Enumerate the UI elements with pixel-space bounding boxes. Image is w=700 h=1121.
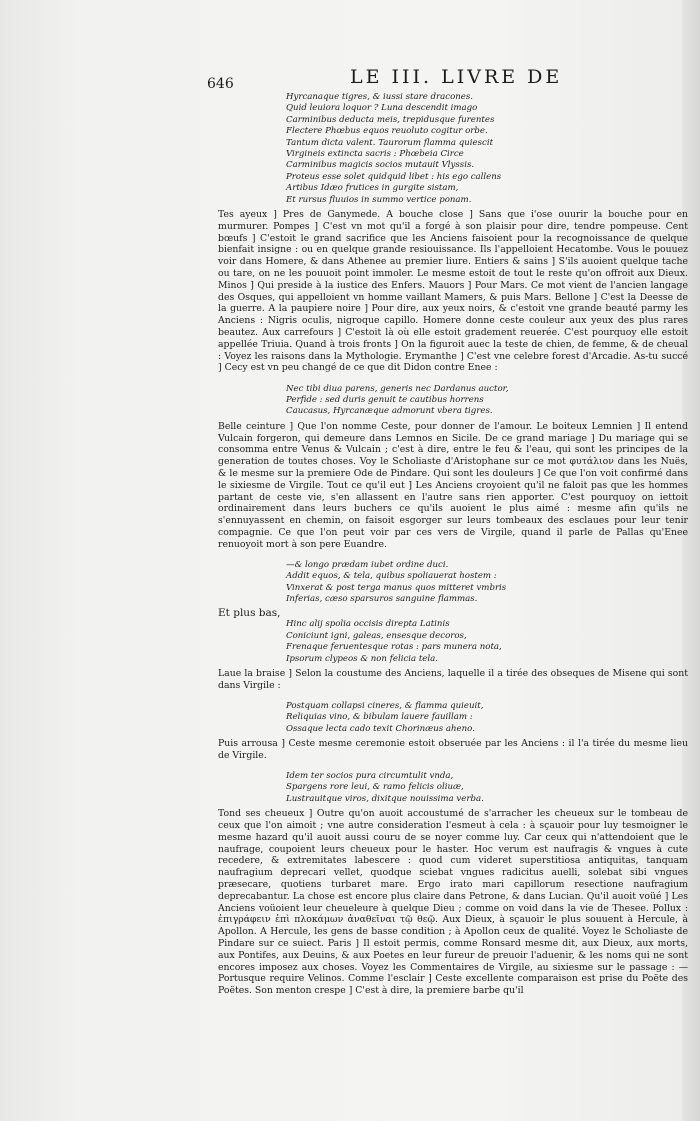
verse-line: Vinxerat & post terga manus quos mitteret vmbris <box>286 582 507 593</box>
commentary-paragraph-5: Tond ses cheueux ] Outre qu'on auoit accoustumé de s'arracher les cheueux sur le tombeau de ceux que l'on aimoit ; vne autre consideration l'esmeut à cela : à sçauoir pour luy tesmoigner le mesme hazard qu'il auoit aussi couru de se noyer comme luy. Car ceux qui n'attendoient que le naufrage, coupoient leurs cheueux pour le haster. Hoc verum est naufragis & vngues à cute recedere, & extremitates labescere : quod cum videret superstitiosa antiquitas, tanquam naufragium deprecari vellet, quodque sciebat vngues radicitus auelli, solebat sibi vngues præsecare, quotiens turbaret mare. Ergo irato mari capillorum resectione naufragium deprecabantur. La chose est encore plus claire dans Petrone, & dans Lucian. Qu'il auoit voüé ] Les Anciens voüoient leur cheueleure à quelque Dieu ; comme on void dans la vie de Thesee. Pollux : ἐπιγράφειν ἐπὶ πλοκάμων ἀναθεῖναι τῷ θεῷ. Aux Dieux, à sçauoir le plus souuent à Hercule, à Apollon. A Hercule, les gens de basse condition ; à Apollon ceux de qualité. Voyez le Scholiaste de Pindare sur ce suiect. Paris ] Il estoit permis, comme Ronsard mesme dit, aux Dieux, aux morts, aux Pontifes, aux Deuins, & aux Poetes en leur fureur de preuoir l'aduenir, & les noms qui ne sont encores imposez aux choses. Voyez les Commentaires de Virgile, au sixiesme sur le passage : —Portusque require Velinos. Comme l'esclair ] Ceste excellente comparaison est prise du Poëte des Poëtes. Son menton crespe ] C'est à dire, la premiere barbe qu'il <box>218 808 688 997</box>
verse-line: Inferias, cæso sparsuros sanguine flammas. <box>286 594 478 605</box>
verse-line: Spargens rore leui, & ramo felicis oliuæ, <box>286 782 464 793</box>
verse-line: Reliquias vino, & bibulam lauere fauillam : <box>286 712 473 723</box>
verse-block-5 <box>286 701 688 735</box>
verse-line: Idem ter socios pura circumtulit vnda, <box>286 771 454 782</box>
verse-line: Addit equos, & tela, quibus spoliauerat hostem : <box>286 571 497 582</box>
verse-block-2 <box>286 384 688 418</box>
verse-line: Tantum dicta valent. Taurorum flamma quiescit <box>286 137 494 148</box>
verse-line: Carminibus deducta meis, trepidusque furentes <box>286 114 495 125</box>
verse-line: Virgineis extincta sacris : Phœbeia Circe <box>286 149 464 160</box>
verse-line: Quid leuiora loquor ? Luna descendit imago <box>286 103 478 114</box>
commentary-paragraph-3: Laue la braise ] Selon la coustume des Anciens, laquelle il a tirée des obseques de Misene qui sont dans Virgile : <box>218 668 688 691</box>
section-heading-plus-bas: Et plus bas, <box>218 607 281 620</box>
verse-line: —& longo prædam iubet ordine duci. <box>286 559 449 570</box>
verse-line: Proteus esse solet quidquid libet : his ego callens <box>286 171 502 182</box>
verse-line: Perfide : sed duris genuit te cautibus horrens <box>286 394 484 405</box>
page-header <box>0 64 700 92</box>
verse-line: Lustrauitque viros, dixitque nouissima verba. <box>286 793 484 804</box>
verse-block-4 <box>286 619 688 665</box>
verse-line: Hyrcanaque tigres, & iussi stare dracones. <box>286 92 474 102</box>
verse-block-1 <box>286 92 688 206</box>
verse-line: Ipsorum clypeos & non felicia tela. <box>286 653 439 664</box>
page-number: 646 <box>207 76 234 92</box>
verse-line: Carminibus magicis socios mutauit Vlyssis. <box>286 160 475 171</box>
verse-line: Coniciunt igni, galeas, ensesque decoros, <box>286 630 467 641</box>
verse-line: Artibus Idæo frutices in gurgite sistam, <box>286 183 459 194</box>
verse-line: Hinc alij spolia occisis direpta Latinis <box>286 619 450 630</box>
running-head: LE III. LIVRE DE <box>350 66 563 88</box>
commentary-paragraph-1: Tes ayeux ] Pres de Ganymede. A bouche close ] Sans que i'ose ouurir la bouche pour en murmurer. Pompes ] C'est vn mot qu'il a forgé à son plaisir pour dire, tendre pompeuse. Cent bœufs ] C'estoit le grand sacrifice que les Anciens faisoient pour la recognoissance de quelque bienfait insigne : ou en quelque grande resiouissance. Ils l'appelloient Hecatombe. Vous le pouuez voir dans Homere, & dans Athenee au premier liure. Entiers & sains ] S'ils auoient quelque tache ou tare, on ne les pouuoit point immoler. Le mesme estoit de tout le reste qu'on offroit aux Dieux. Minos ] Qui preside à la iustice des Enfers. Mauors ] Pour Mars. Ce mot vient de l'ancien langage des Osques, qui appelloient vn homme vaillant Mamers, & puis Mars. Bellone ] C'est la Deesse de la guerre. A la paupiere noire ] Pour dire, aux yeux noirs, & c'estoit vne grande beauté parmy les Anciens : Nigris oculis, nigroque capillo. Homere donne ceste couleur aux yeux des plus rares beautez. Aux carrefours ] C'estoit là où elle estoit gradement reuerée. C'est pourquoy elle estoit appellée Triuia. Quand à trois fronts ] On la figuroit auec la teste de chien, de femme, & de cheual : Voyez les raisons dans la Mythologie. Erymanthe ] C'est vne celebre forest d'Arcadie. As-tu succé ] Cecy est vn peu changé de ce que dit Didon contre Enee : <box>218 209 688 374</box>
commentary-paragraph-4: Puis arrousa ] Ceste mesme ceremonie estoit obseruée par les Anciens : il l'a tirée du mesme lieu de Virgile. <box>218 738 688 761</box>
verse-line: Flectere Phœbus equos reuoluto cogitur orbe. <box>286 126 488 137</box>
verse-line: Frenaque feruentesque rotas : pars munera nota, <box>286 642 502 653</box>
page-body <box>218 92 688 1006</box>
verse-block-3 <box>286 560 688 606</box>
verse-line: Et rursus fluuios in summo vertice ponam. <box>286 194 472 205</box>
verse-line: Postquam collapsi cineres, & flamma quieuit, <box>286 700 484 711</box>
commentary-paragraph-2: Belle ceinture ] Que l'on nomme Ceste, pour donner de l'amour. Le boiteux Lemnien ] Il entend Vulcain forgeron, qui demeure dans Lemnos en Sicile. De ce grand mariage ] Du mariage qui se consomma entre Venus & Vulcain ; c'est à dire, entre le feu & l'eau, qui sont les principes de la generation de toutes choses. Voy le Scholiaste d'Aristophane sur ce mot φυτάλιον dans les Nuës, & le mesme sur la premiere Ode de Pindare. Qui sont les douleurs ] Ce que l'on voit confirmé dans le sixiesme de Virgile. Tout ce qu'il eut ] Les Anciens croyoient qu'il ne faloit pas que les hommes partant de ceste vie, s'en allassent en l'autre sans rien apporter. C'est pourquoy on iettoit ordinairement dans leurs buchers ce qu'ils auoient le plus aimé : mesme afin qu'ils ne s'ennuyassent en chemin, on faisoit esgorger sur leurs tombeaux des esclaues pour leur tenir compagnie. Ce que l'on peut voir par ces vers de Virgile, quand il parle de Pallas qu'Enee renuoyoit mort à son pere Euandre. <box>218 420 688 550</box>
verse-line: Ossaque lecta cado texit Chorinæus aheno. <box>286 723 475 734</box>
verse-line: Nec tibi diua parens, generis nec Dardanus auctor, <box>286 383 509 394</box>
verse-line: Caucasus, Hyrcanæque admorunt vbera tigres. <box>286 406 493 417</box>
verse-block-6 <box>286 771 688 805</box>
